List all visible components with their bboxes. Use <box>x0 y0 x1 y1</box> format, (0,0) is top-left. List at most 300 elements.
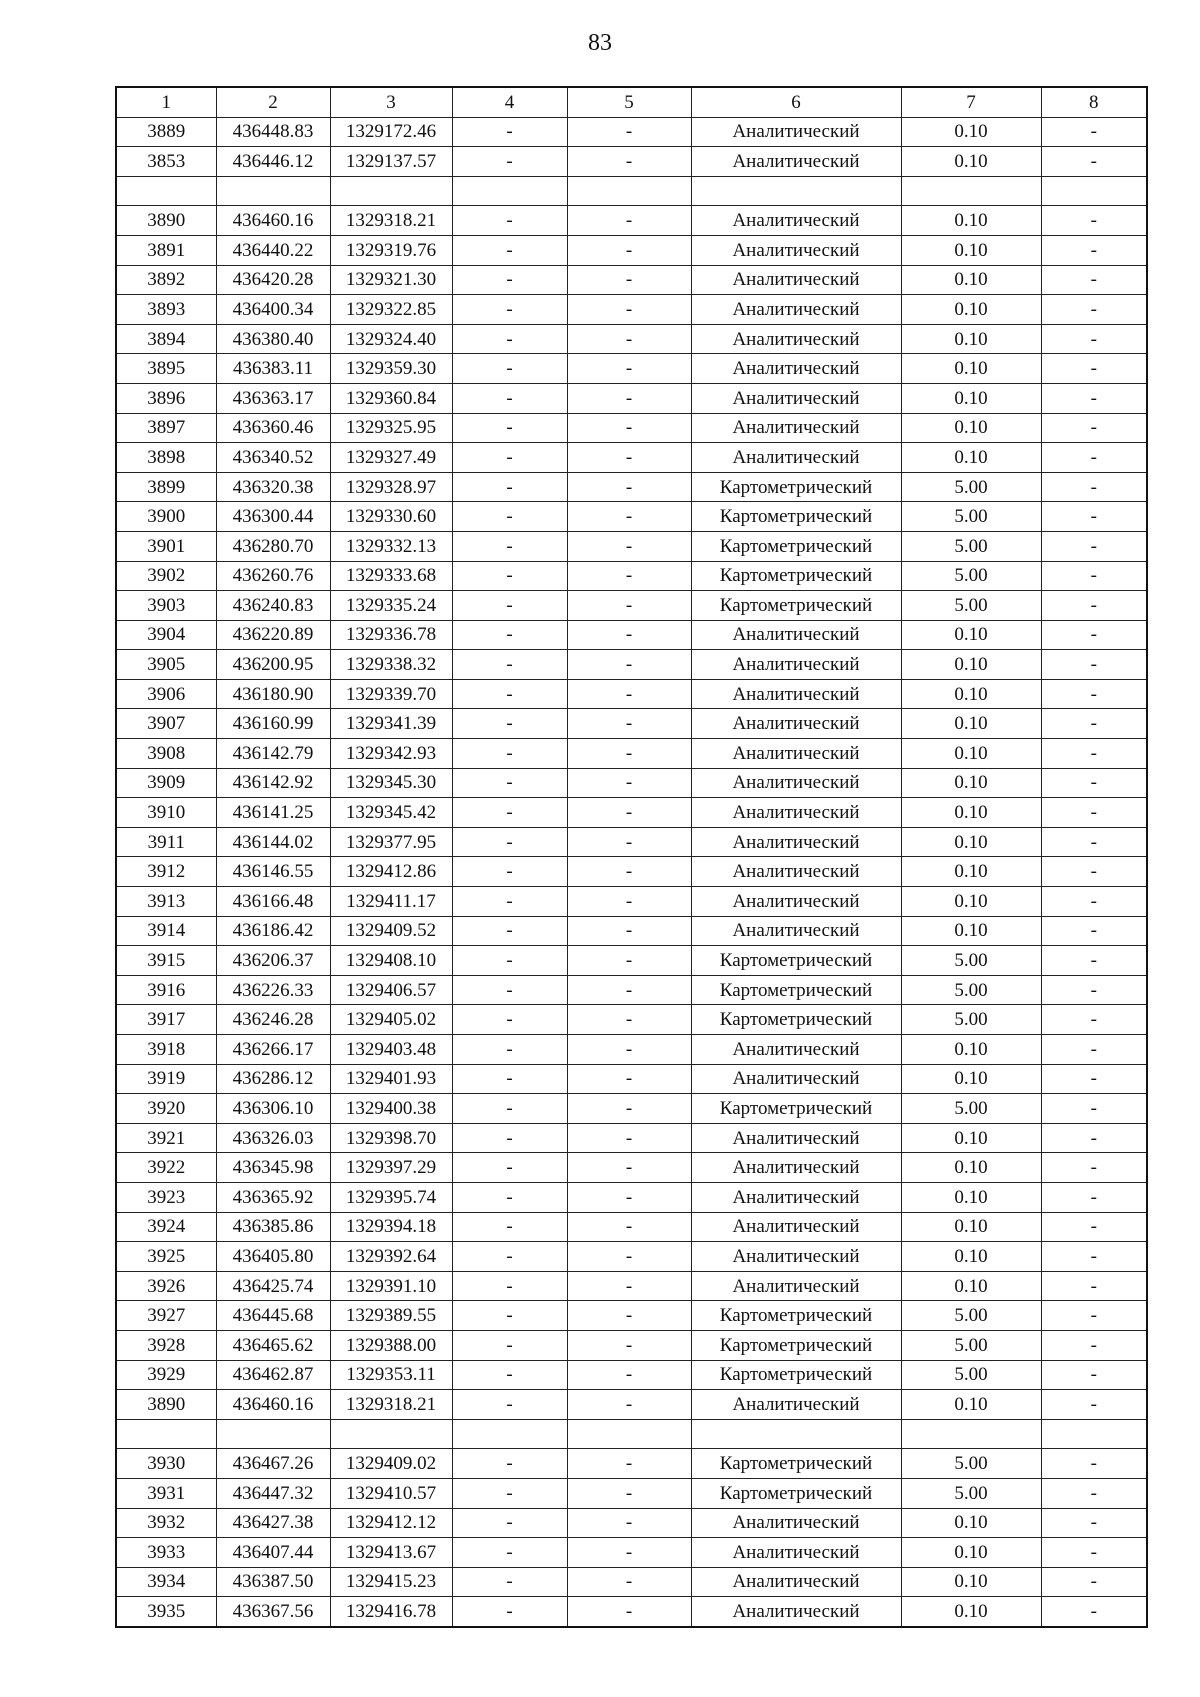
table-row <box>116 1508 1147 1538</box>
table-cell: - <box>452 206 567 236</box>
table-cell: - <box>452 1538 567 1568</box>
table-cell: 5.00 <box>901 531 1041 561</box>
table-cell: Аналитический <box>691 620 901 650</box>
table-cell: 3903 <box>116 591 216 621</box>
table-cell: 436160.99 <box>216 709 330 739</box>
table-cell: 0.10 <box>901 383 1041 413</box>
table-row <box>116 1301 1147 1331</box>
column-header-7: 7 <box>901 87 1041 117</box>
table-cell: 1329403.48 <box>330 1035 452 1065</box>
table-cell: - <box>452 295 567 325</box>
table-row <box>116 975 1147 1005</box>
table-row <box>116 443 1147 473</box>
table-cell: 1329415.23 <box>330 1567 452 1597</box>
table-cell: Картометрический <box>691 946 901 976</box>
table-cell: 436166.48 <box>216 887 330 917</box>
table-cell: - <box>1041 975 1147 1005</box>
table-cell: 436387.50 <box>216 1567 330 1597</box>
table-cell: - <box>1041 117 1147 147</box>
table-cell: 3892 <box>116 265 216 295</box>
table-cell: 0.10 <box>901 1390 1041 1420</box>
table-row <box>116 946 1147 976</box>
table-cell: - <box>567 1005 691 1035</box>
table-cell: 1329395.74 <box>330 1182 452 1212</box>
table-cell: - <box>567 443 691 473</box>
table-row <box>116 709 1147 739</box>
table-cell: 1329408.10 <box>330 946 452 976</box>
table-cell: - <box>567 1360 691 1390</box>
table-cell: - <box>1041 591 1147 621</box>
table-cell: - <box>567 472 691 502</box>
table-cell: 436447.32 <box>216 1478 330 1508</box>
table-cell: - <box>1041 295 1147 325</box>
table-cell: - <box>567 887 691 917</box>
table-cell: 1329409.52 <box>330 916 452 946</box>
table-cell: - <box>452 620 567 650</box>
table-cell: 1329338.32 <box>330 650 452 680</box>
table-cell: - <box>452 1182 567 1212</box>
table-cell: 1329328.97 <box>330 472 452 502</box>
table-cell: 436286.12 <box>216 1064 330 1094</box>
table-cell: Аналитический <box>691 235 901 265</box>
table-cell: - <box>452 1242 567 1272</box>
table-cell: 3891 <box>116 235 216 265</box>
table-cell: - <box>567 324 691 354</box>
table-row <box>116 827 1147 857</box>
table-cell: 0.10 <box>901 354 1041 384</box>
table-cell: Аналитический <box>691 324 901 354</box>
table-cell: 436306.10 <box>216 1094 330 1124</box>
table-cell: 1329336.78 <box>330 620 452 650</box>
table-cell: 5.00 <box>901 1094 1041 1124</box>
table-cell: - <box>567 679 691 709</box>
table-cell: 3934 <box>116 1567 216 1597</box>
table-cell: 0.10 <box>901 1064 1041 1094</box>
column-header-3: 3 <box>330 87 452 117</box>
table-cell: - <box>1041 1330 1147 1360</box>
table-cell: 0.10 <box>901 295 1041 325</box>
table-cell: Аналитический <box>691 383 901 413</box>
table-cell: - <box>452 709 567 739</box>
table-cell: 1329341.39 <box>330 709 452 739</box>
table-cell <box>452 1419 567 1449</box>
table-cell: Картометрический <box>691 1449 901 1479</box>
table-cell: - <box>452 472 567 502</box>
table-cell: 1329359.30 <box>330 354 452 384</box>
table-cell: - <box>1041 1360 1147 1390</box>
table-cell: - <box>567 117 691 147</box>
table-cell: 3933 <box>116 1538 216 1568</box>
table-cell: - <box>567 1567 691 1597</box>
table-cell: - <box>452 324 567 354</box>
table-cell: Картометрический <box>691 1478 901 1508</box>
table-cell: 0.10 <box>901 709 1041 739</box>
table-cell: 3925 <box>116 1242 216 1272</box>
table-cell: - <box>452 1035 567 1065</box>
table-cell: 0.10 <box>901 265 1041 295</box>
table-cell: 3929 <box>116 1360 216 1390</box>
table-cell: 5.00 <box>901 1005 1041 1035</box>
table-cell <box>1041 1419 1147 1449</box>
column-header-8: 8 <box>1041 87 1147 117</box>
table-row <box>116 265 1147 295</box>
table-cell: - <box>1041 1242 1147 1272</box>
table-row <box>116 1597 1147 1627</box>
table-cell: - <box>567 1094 691 1124</box>
table-cell: - <box>452 916 567 946</box>
table-cell: 3889 <box>116 117 216 147</box>
table-cell: Аналитический <box>691 1538 901 1568</box>
table-cell: 3930 <box>116 1449 216 1479</box>
table-row <box>116 531 1147 561</box>
table-cell: 5.00 <box>901 1330 1041 1360</box>
table-cell: 3922 <box>116 1153 216 1183</box>
table-cell: - <box>452 1478 567 1508</box>
table-row <box>116 295 1147 325</box>
table-cell: - <box>452 1330 567 1360</box>
table-cell: - <box>1041 206 1147 236</box>
table-cell: - <box>1041 650 1147 680</box>
table-cell: - <box>452 147 567 177</box>
table-cell: 1329388.00 <box>330 1330 452 1360</box>
table-cell: 1329333.68 <box>330 561 452 591</box>
table-cell: - <box>567 354 691 384</box>
table-cell: Картометрический <box>691 1330 901 1360</box>
table-cell: 436363.17 <box>216 383 330 413</box>
table-cell: Аналитический <box>691 1182 901 1212</box>
table-row <box>116 1064 1147 1094</box>
table-cell: - <box>567 1301 691 1331</box>
table-cell: - <box>567 295 691 325</box>
table-cell: 0.10 <box>901 206 1041 236</box>
table-cell: - <box>567 383 691 413</box>
column-header-4: 4 <box>452 87 567 117</box>
table-cell: 3919 <box>116 1064 216 1094</box>
table-cell: - <box>567 1242 691 1272</box>
table-row <box>116 324 1147 354</box>
table-cell: 436440.22 <box>216 235 330 265</box>
table-cell: - <box>567 1212 691 1242</box>
table-cell: 436146.55 <box>216 857 330 887</box>
table-cell: - <box>452 650 567 680</box>
table-cell: - <box>1041 383 1147 413</box>
table-row <box>116 502 1147 532</box>
table-row <box>116 739 1147 769</box>
table-cell: - <box>567 591 691 621</box>
table-cell: 436460.16 <box>216 206 330 236</box>
table-cell: - <box>452 679 567 709</box>
table-cell: 436266.17 <box>216 1035 330 1065</box>
table-cell: - <box>567 1330 691 1360</box>
table-cell: 0.10 <box>901 1567 1041 1597</box>
table-row <box>116 1094 1147 1124</box>
table-cell: Аналитический <box>691 650 901 680</box>
table-cell: 1329330.60 <box>330 502 452 532</box>
table-row <box>116 383 1147 413</box>
table-cell: 5.00 <box>901 591 1041 621</box>
table-cell: 3908 <box>116 739 216 769</box>
table-cell: - <box>452 1005 567 1035</box>
table-cell: 3915 <box>116 946 216 976</box>
table-separator-row <box>116 1419 1147 1449</box>
table-cell: - <box>1041 1567 1147 1597</box>
table-cell: Аналитический <box>691 1212 901 1242</box>
table-cell: 1329377.95 <box>330 827 452 857</box>
table-cell: 1329412.12 <box>330 1508 452 1538</box>
table-cell: 1329325.95 <box>330 413 452 443</box>
table-cell: - <box>1041 443 1147 473</box>
column-header-5: 5 <box>567 87 691 117</box>
table-cell: - <box>452 561 567 591</box>
table-cell: Картометрический <box>691 472 901 502</box>
table-cell: - <box>567 1153 691 1183</box>
table-cell: - <box>1041 1508 1147 1538</box>
table-cell: 1329353.11 <box>330 1360 452 1390</box>
table-cell: Аналитический <box>691 1035 901 1065</box>
table-cell: - <box>1041 1301 1147 1331</box>
table-cell: 0.10 <box>901 887 1041 917</box>
table-cell <box>567 176 691 206</box>
table-cell: - <box>452 1567 567 1597</box>
table-cell: 5.00 <box>901 1360 1041 1390</box>
table-cell: - <box>567 768 691 798</box>
table-cell: - <box>567 739 691 769</box>
table-cell: - <box>452 1390 567 1420</box>
table-cell: 3900 <box>116 502 216 532</box>
table-cell: 1329321.30 <box>330 265 452 295</box>
table-cell: 3931 <box>116 1478 216 1508</box>
table-row <box>116 561 1147 591</box>
table-row <box>116 887 1147 917</box>
table-cell: 0.10 <box>901 916 1041 946</box>
table-cell: - <box>452 1301 567 1331</box>
table-row <box>116 1330 1147 1360</box>
table-cell: Аналитический <box>691 916 901 946</box>
table-cell: 0.10 <box>901 443 1041 473</box>
table-cell: - <box>1041 1212 1147 1242</box>
table-cell: Аналитический <box>691 679 901 709</box>
table-cell: - <box>452 1597 567 1627</box>
table-cell: - <box>567 916 691 946</box>
table-cell: 0.10 <box>901 1508 1041 1538</box>
table-cell: 436280.70 <box>216 531 330 561</box>
table-cell <box>901 1419 1041 1449</box>
table-cell: 436206.37 <box>216 946 330 976</box>
table-cell: Аналитический <box>691 1597 901 1627</box>
table-cell: 3923 <box>116 1182 216 1212</box>
table-cell: 3893 <box>116 295 216 325</box>
table-cell: 3912 <box>116 857 216 887</box>
table-header-row <box>116 87 1147 117</box>
table-cell: Аналитический <box>691 887 901 917</box>
table-cell: 436367.56 <box>216 1597 330 1627</box>
table-cell: Картометрический <box>691 591 901 621</box>
table-cell: - <box>567 147 691 177</box>
table-cell: - <box>567 1538 691 1568</box>
table-cell: Аналитический <box>691 798 901 828</box>
table-cell: - <box>452 857 567 887</box>
table-cell: - <box>567 650 691 680</box>
table-cell: 0.10 <box>901 413 1041 443</box>
table-cell: - <box>567 235 691 265</box>
table-cell: 1329409.02 <box>330 1449 452 1479</box>
table-cell: 3890 <box>116 206 216 236</box>
table-cell: 0.10 <box>901 1153 1041 1183</box>
table-row <box>116 117 1147 147</box>
table-cell: - <box>1041 827 1147 857</box>
table-cell: - <box>1041 768 1147 798</box>
table-cell: - <box>452 1064 567 1094</box>
table-cell: 436380.40 <box>216 324 330 354</box>
table-cell: - <box>1041 1271 1147 1301</box>
table-cell: 3902 <box>116 561 216 591</box>
table-cell: 3890 <box>116 1390 216 1420</box>
table-row <box>116 147 1147 177</box>
table-cell <box>452 176 567 206</box>
table-cell: - <box>1041 916 1147 946</box>
table-cell: 3896 <box>116 383 216 413</box>
table-cell: 436465.62 <box>216 1330 330 1360</box>
table-cell: - <box>1041 857 1147 887</box>
table-cell: - <box>567 1271 691 1301</box>
table-cell: Аналитический <box>691 117 901 147</box>
table-row <box>116 1567 1147 1597</box>
table-cell: 436320.38 <box>216 472 330 502</box>
table-cell: 3899 <box>116 472 216 502</box>
table-cell: - <box>567 709 691 739</box>
table-cell: 1329410.57 <box>330 1478 452 1508</box>
table-cell <box>116 1419 216 1449</box>
table-cell: - <box>567 946 691 976</box>
table-row <box>116 1035 1147 1065</box>
table-cell: - <box>1041 709 1147 739</box>
table-row <box>116 235 1147 265</box>
table-cell: 3918 <box>116 1035 216 1065</box>
table-cell: - <box>452 531 567 561</box>
table-cell: 1329360.84 <box>330 383 452 413</box>
table-cell: - <box>452 1153 567 1183</box>
table-row <box>116 650 1147 680</box>
table-cell: 3901 <box>116 531 216 561</box>
table-cell: - <box>1041 946 1147 976</box>
table-row <box>116 1123 1147 1153</box>
table-cell: 436467.26 <box>216 1449 330 1479</box>
table-cell: 1329394.18 <box>330 1212 452 1242</box>
table-cell: - <box>452 1449 567 1479</box>
table-cell: 436300.44 <box>216 502 330 532</box>
table-cell: 3916 <box>116 975 216 1005</box>
table-cell: Картометрический <box>691 502 901 532</box>
table-cell: 3904 <box>116 620 216 650</box>
table-cell: - <box>452 827 567 857</box>
table-cell: 1329389.55 <box>330 1301 452 1331</box>
table-cell: - <box>1041 1597 1147 1627</box>
table-cell: 436420.28 <box>216 265 330 295</box>
table-cell: Картометрический <box>691 975 901 1005</box>
table-cell: 1329413.67 <box>330 1538 452 1568</box>
table-cell: - <box>452 798 567 828</box>
table-cell: 1329406.57 <box>330 975 452 1005</box>
table-cell: 3913 <box>116 887 216 917</box>
table-cell: 1329324.40 <box>330 324 452 354</box>
table-cell: - <box>1041 147 1147 177</box>
table-cell: - <box>1041 679 1147 709</box>
table-cell: 436445.68 <box>216 1301 330 1331</box>
table-row <box>116 1153 1147 1183</box>
table-cell: - <box>452 591 567 621</box>
table-cell: - <box>1041 1123 1147 1153</box>
table-cell: 3921 <box>116 1123 216 1153</box>
table-cell: - <box>452 1271 567 1301</box>
table-cell: 436326.03 <box>216 1123 330 1153</box>
table-cell: 5.00 <box>901 472 1041 502</box>
table-cell: 0.10 <box>901 739 1041 769</box>
table-cell: Аналитический <box>691 443 901 473</box>
table-cell: 1329339.70 <box>330 679 452 709</box>
table-cell: - <box>1041 265 1147 295</box>
table-cell: - <box>1041 561 1147 591</box>
table-cell: - <box>452 117 567 147</box>
table-cell: 436142.92 <box>216 768 330 798</box>
table-cell: 436240.83 <box>216 591 330 621</box>
table-cell: 0.10 <box>901 827 1041 857</box>
table-cell: Аналитический <box>691 827 901 857</box>
table-cell <box>330 176 452 206</box>
table-row <box>116 472 1147 502</box>
table-cell: 3894 <box>116 324 216 354</box>
table-cell: 436360.46 <box>216 413 330 443</box>
table-cell: - <box>452 502 567 532</box>
table-cell: 0.10 <box>901 147 1041 177</box>
table-cell: 436141.25 <box>216 798 330 828</box>
table-cell: Аналитический <box>691 413 901 443</box>
table-cell: - <box>567 975 691 1005</box>
table-cell: - <box>567 1390 691 1420</box>
table-cell: 1329172.46 <box>330 117 452 147</box>
table-cell: Картометрический <box>691 1094 901 1124</box>
table-cell: - <box>452 1360 567 1390</box>
table-cell: - <box>1041 413 1147 443</box>
table-cell: 1329342.93 <box>330 739 452 769</box>
table-cell: 3920 <box>116 1094 216 1124</box>
table-cell: - <box>1041 1390 1147 1420</box>
column-header-6: 6 <box>691 87 901 117</box>
table-cell: 1329318.21 <box>330 206 452 236</box>
table-cell: 0.10 <box>901 1597 1041 1627</box>
table-cell: Аналитический <box>691 709 901 739</box>
table-cell: - <box>567 413 691 443</box>
table-row <box>116 798 1147 828</box>
table-cell: - <box>567 531 691 561</box>
table-cell: 0.10 <box>901 1242 1041 1272</box>
table-cell: 5.00 <box>901 1301 1041 1331</box>
table-row <box>116 916 1147 946</box>
coordinates-table <box>115 86 1148 1628</box>
table-cell: 5.00 <box>901 1478 1041 1508</box>
table-cell: - <box>1041 739 1147 769</box>
table-cell: - <box>452 739 567 769</box>
table-cell: 1329400.38 <box>330 1094 452 1124</box>
table-cell: 1329411.17 <box>330 887 452 917</box>
table-cell <box>216 176 330 206</box>
table-cell: - <box>567 1449 691 1479</box>
column-header-1: 1 <box>116 87 216 117</box>
table-cell: Картометрический <box>691 1360 901 1390</box>
table-cell <box>691 1419 901 1449</box>
table-cell: - <box>567 857 691 887</box>
table-cell: 1329345.30 <box>330 768 452 798</box>
table-cell: 0.10 <box>901 117 1041 147</box>
